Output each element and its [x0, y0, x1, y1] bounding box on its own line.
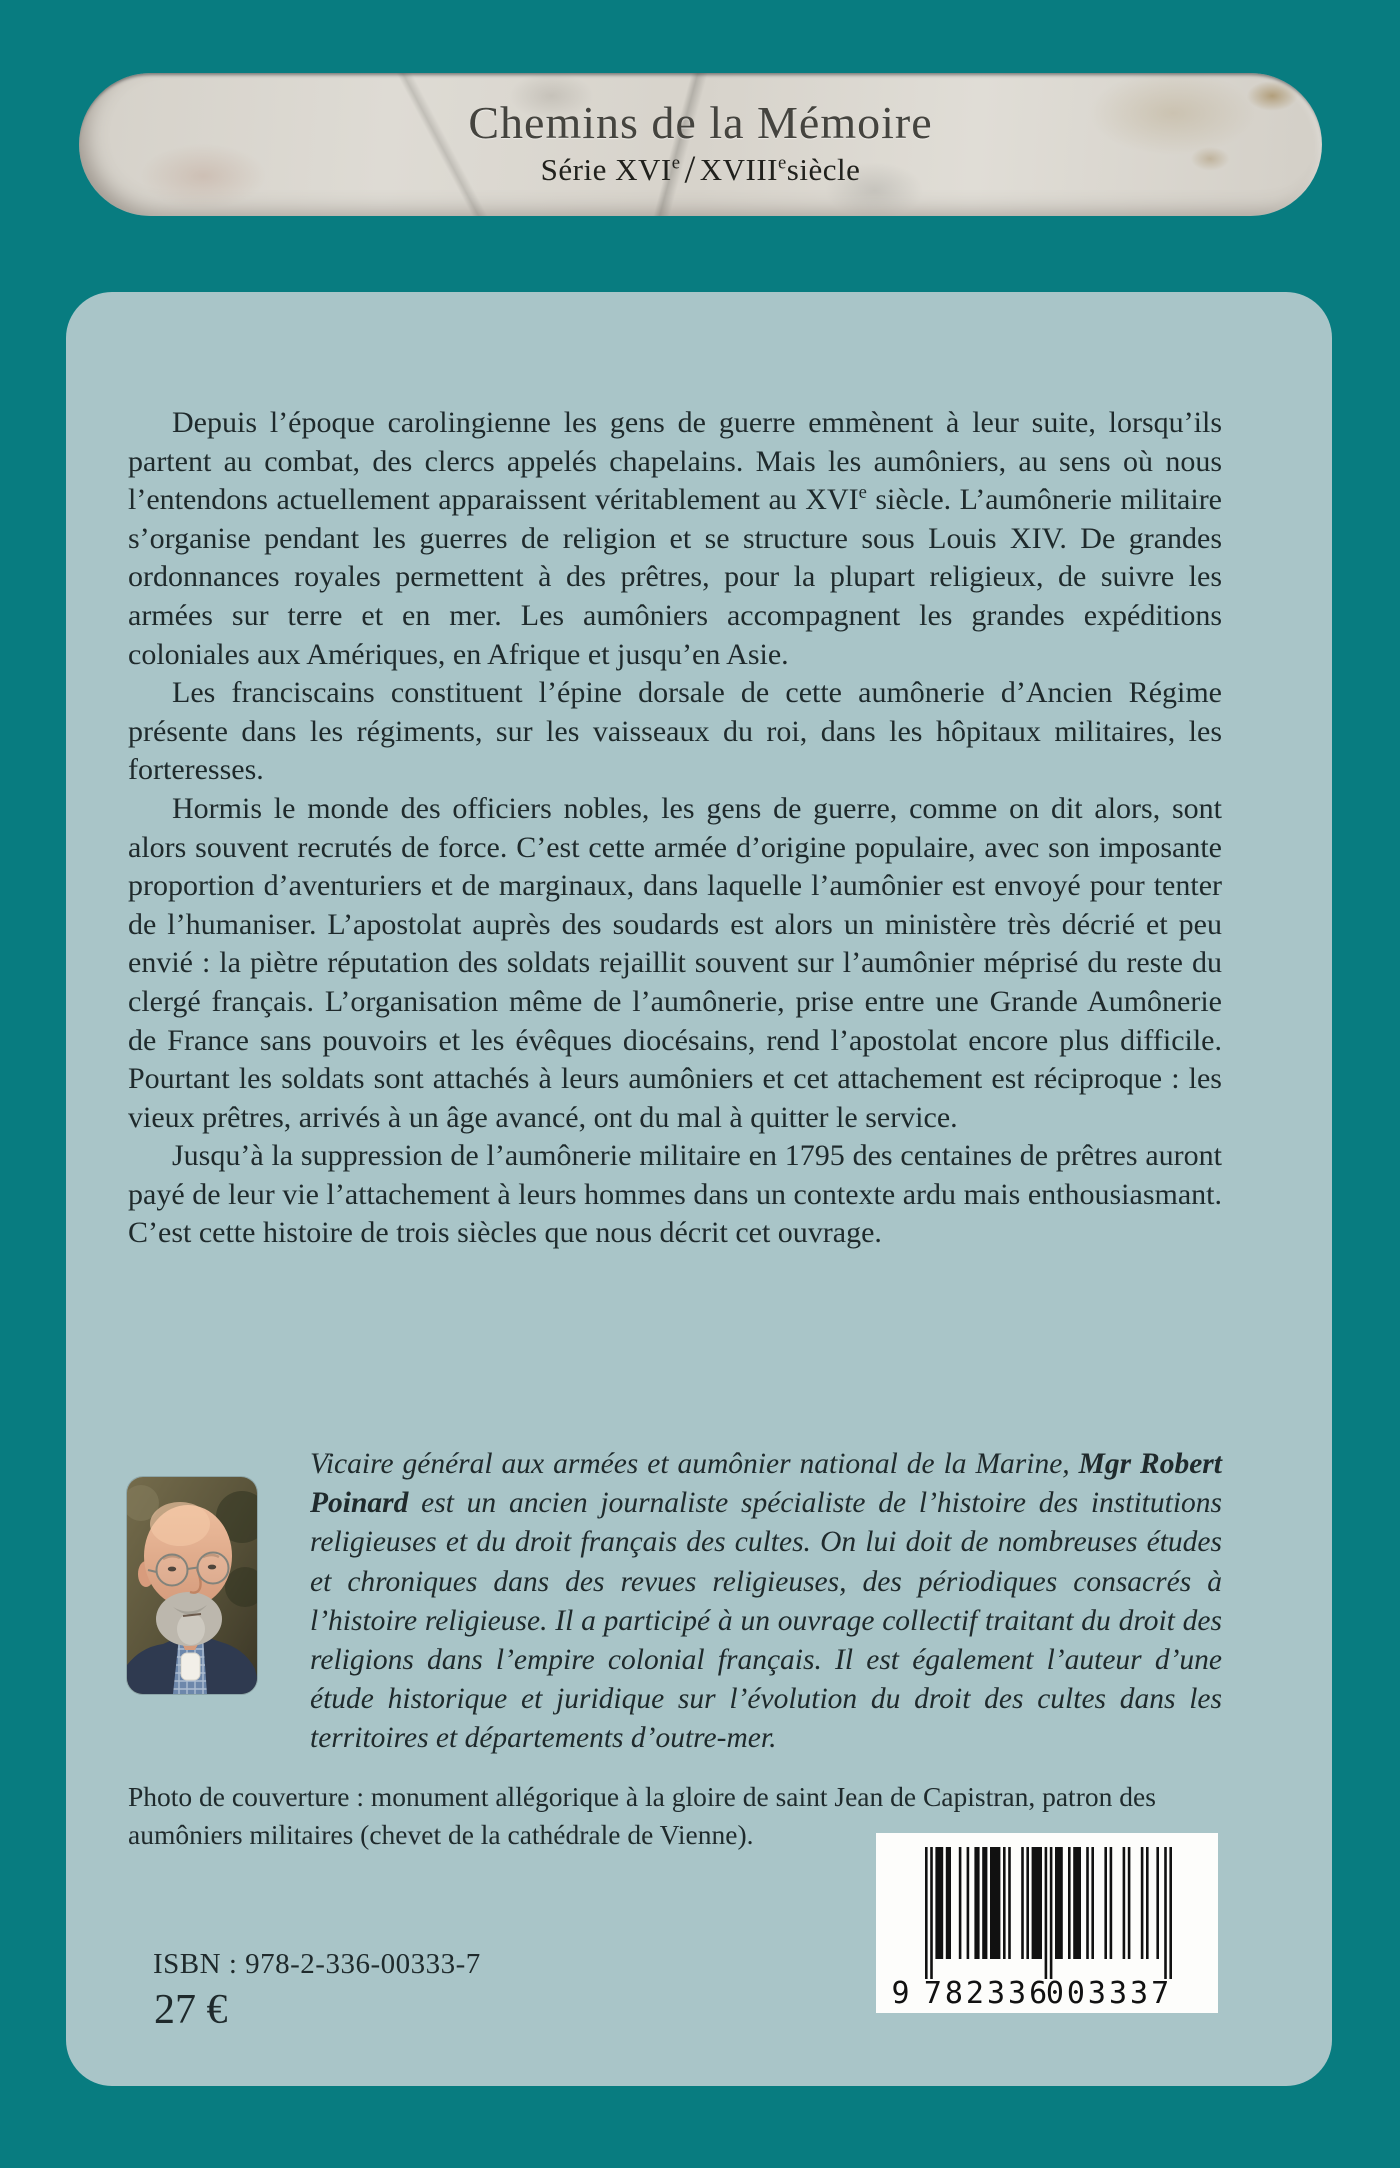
author-photo: [127, 1477, 257, 1694]
isbn-number: ISBN : 978-2-336-00333-7: [153, 1948, 481, 1980]
author-photo-illustration: [127, 1477, 257, 1694]
slash-separator: /: [684, 148, 696, 191]
barcode-group-2: 003337: [1045, 1976, 1173, 2011]
synopsis-paragraph-4: Jusqu’à la suppression de l’aumônerie militaire en 1795 des centaines de prêtres auront payé de leur vie l’attachement à leurs hommes dans un contexte ardu mais enthousiasmant. C’est cette histoire de trois siècles que nous décrit cet ouvrage.: [128, 1139, 1222, 1250]
series-subtitle: Série XVIe / XVIIIesiècle: [540, 148, 861, 191]
content-panel: [66, 292, 1332, 2086]
author-name: Mgr Robert Poinard: [310, 1448, 1222, 1520]
author-bio: Vicaire général aux armées et aumônier national de la Marine, Mgr Robert Poinard est un ancien journaliste spécialiste de l’histoire des institutions religieuses et du droit français des cultes. On lui doit de nombreuses études et chroniques dans des revues religieuses, des périodiques consacrés à l’histoire religieuse. Il a participé à un ouvrage collectif traitant du droit des religions dans l’empire colonial français. Il est également l’auteur d’une étude historique et juridique sur l’évolution du droit des cultes dans les territoires et départements d’outre-mer.: [310, 1448, 1222, 1755]
synopsis-paragraph-3: Hormis le monde des officiers nobles, les gens de guerre, comme on dit alors, sont alors souvent recrutés de force. C’est cette armée d’origine populaire, avec son imposante proportion d’aventuriers et de marginaux, dans laquelle l’aumônier est envoyé pour tenter de l’humaniser. L’apostolat auprès des soudards est alors un ministère très décrié et peu envié : la piètre réputation des soldats rejaillit souvent sur l’aumônier méprisé du reste du clergé français. L’organisation même de l’aumônerie, prise entre une Grande Aumônerie de France sans pouvoirs et les évêques diocésains, rend l’apostolat encore plus difficile. Pourtant les soldats sont attachés à leurs aumôniers et cet attachement est réciproque : les vieux prêtres, arrivés à un âge avancé, ont du mal à quitter le service.: [128, 791, 1222, 1134]
barcode-bars: [876, 1833, 1218, 2013]
price: 27 €: [154, 1987, 228, 2033]
synopsis: [128, 404, 1222, 1253]
cover-photo-caption: Photo de couverture : monument allégorique à la gloire de saint Jean de Capistran, patron des aumôniers militaires (chevet de la cathédrale de Vienne).: [128, 1781, 1156, 1850]
series-banner: [79, 73, 1322, 216]
isbn-barcode: [876, 1833, 1218, 2013]
series-title: Chemins de la Mémoire: [468, 97, 933, 148]
synopsis-paragraph-2: Les franciscains constituent l’épine dorsale de cette aumônerie d’Ancien Régime présente dans les régiments, sur les vaisseaux du roi, dans les hôpitaux militaires, les forteresses.: [128, 676, 1222, 787]
barcode-group-1: 782336: [923, 1976, 1051, 2011]
barcode-left-digit: 9: [891, 1976, 913, 2011]
synopsis-paragraph-1: Depuis l’époque carolingienne les gens de guerre emmènent à leur suite, lorsqu’ils partent au combat, des clercs appelés chapelains. Mais les aumôniers, au sens où nous l’entendons actuellement apparaissent véritablement au XVIe siècle. L’aumônerie militaire s’organise pendant les guerres de religion et se structure sous Louis XIV. De grandes ordonnances royales permettent à des prêtres, pour la plupart religieux, de suivre les armées sur terre et en mer. Les aumôniers accompagnent les grandes expéditions coloniales aux Amériques, en Afrique et jusqu’en Asie.: [128, 406, 1222, 671]
